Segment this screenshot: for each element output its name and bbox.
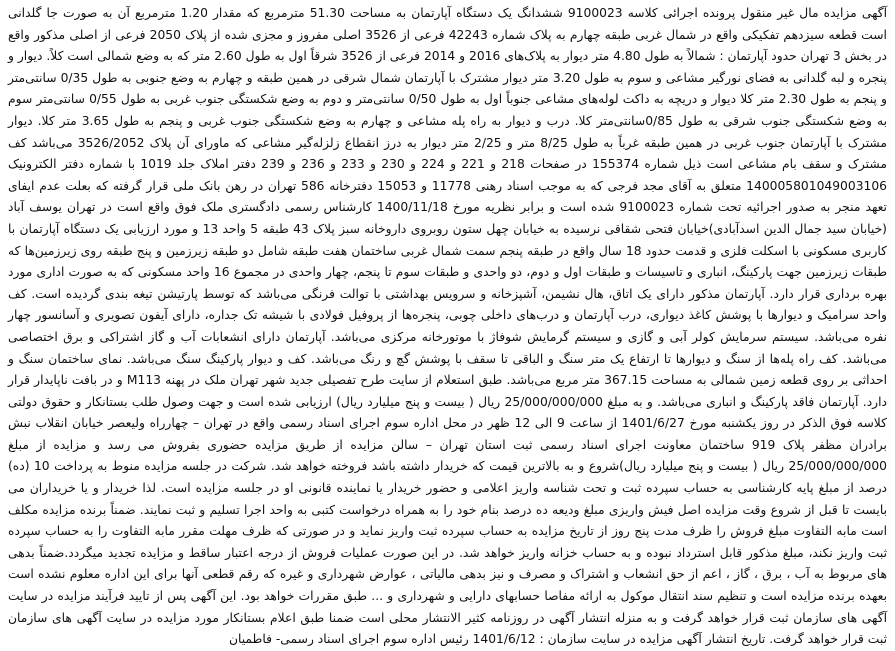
notice-body-text: آگهی مزایده مال غیر منقول پرونده اجرائی کلاسه 9100023 ششدانگ یک دستگاه آپارتمان به مساحت 51.30 مترمربع که مقدار 1.20 مترمربع آن به صورت جا گلدانی است قطعه سیزدهم تفکیکی واقع در شمال غربی طبقه چهارم به پلاک شماره 42243 فرعی از 3526 اصلی مفروز و مجزی شده از پلاک 2050 فرعی از اصلی مذکور واقع در بخش 3 تهران حدود آپارتمان : شمالاً به طول 4.80 متر دیوار به پلاک‌های 2016 و 2014 فرعی از 3526 شرقاً اول به طول 2.60 متر که به وضع شمالی است کلاً. دیوار و پنجره و لبه گلدانی به فضای نورگیر مشاعی و سوم به طول 3.20 متر دیوار مشترک با آپارتمان شمال شرقی در همین طبقه و چهارم به وضع جنوبی به طول 0/35 سانتی‌متر و پنجم به طول 2.30 متر کلا دیوار و دریچه به داکت لوله‌های مشاعی جنوباً اول به طول 0/50 سانتی‌متر و دوم به وضع شکستگی جنوب غربی به طول 0/55 سانتی‌متر سوم به وضع شکستگی جنوب شرقی به طول 0/85سانتی‌متر کلا. درب و دیوار به راه پله مشاعی و چهارم به وضع شکستگی جنوب غربی و پنجم به طول 3.65 متر کلا. دیوار مشترک با آپارتمان جنوب غربی در همین طبقه غرباً به طول 8/25 متر و 2/25 متر دیوار به درز انقطاع زلزله‌گیر مشاعی که ماورای آن پلاک 3526/2052 می‌باشد کف مشترک و سقف بام مشاعی است ذیل شماره 155374 در صفحات 218 و 221 و 224 و 230 و 233 و 236 و 239 دفتر املاک جلد 1019 با شماره دفتر الکترونیک 140005801049003106 متعلق به آقای مجد فرجی که به موجب اسناد رهنی 11778 و 15053 دفترخانه 586 تهران در رهن بانک ملی قرار گرفته که بعلت عدم ایفای تعهد منجر به صدور اجرائیه تحت شماره 9100023 شده است و برابر نظریه مورخ 1400/11/18 کارشناس رسمی دادگستری ملک فوق واقع است در تهران یوسف آباد (خیابان سید جمال الدین اسدآبادی)خیابان فتحی شقاقی نرسیده به خیابان چهل ستون روبروی داروخانه سبز پلاک 43 طبقه 5 واحد 13 و مورد ارزیابی یک دستگاه آپارتمان با کاربری مسکونی با اسکلت فلزی و قدمت حدود 18 سال واقع در طبقه پنجم سمت شمال غربی ساختمان هفت طبقه شامل دو طبقه زیرزمین و پنج طبقه روی زیرزمین‌ها که طبقات زیرزمین جهت پارکینگ، انباری و تاسیسات و طبقات اول و دوم، دو واحدی و طبقات سوم تا پنجم، چهار واحدی در مجموع 16 واحد مسکونی که به صورت اداری مورد بهره برداری قرار دارد. آپارتمان مذکور دارای یک اتاق، هال نشیمن، آشپزخانه و سرویس بهداشتی با توالت فرنگی می‌باشد که توسط پارتیشن تیغه بندی گردیده است. کف واحد سرامیک و دیوارها با پوشش کاغذ دیواری، درب آپارتمان و درب‌های داخلی چوبی، پنجره‌ها از پروفیل فولادی با شیشه تک جداره، دارای آیفون تصویری و آسانسور چهار نفره می‌باشد. سیستم سرمایش کولر آبی و گازی و سیستم گرمایش شوفاژ با موتورخانه مرکزی می‌باشد. آپارتمان دارای انشعابات آب و گاز اشتراکی و برق اختصاصی می‌باشد. کف راه پله‌ها از سنگ و دیوارها تا ارتفاع یک متر سنگ و الباقی تا سقف با پوشش گچ و رنگ می‌باشد. کف و دیوار پارکینگ سنگ می‌باشد. نمای ساختمان سنگ و احداثی بر روی قطعه زمین شمالی به مساحت 367.15 متر مربع می‌باشد. طبق استعلام از سایت طرح تفصیلی جدید شهر تهران ملک در پهنه M113 و در بافت ناپایدار قرار دارد. آپارتمان فاقد پارکینگ و انباری می‌باشد. و به مبلغ 25/000/000/000 ریال ( بیست و پنج میلیارد ریال) ارزیابی شده است و جهت وصول طلب بستانکار و حقوق دولتی کلاسه فوق الذکر در روز یکشنبه مورخ 1401/6/27 از ساعت 9 الی 12 ظهر در محل اداره سوم اجرای اسناد رسمی واقع در تهران – چهارراه ولیعصر خیابان انقلاب نبش برادران مظفر پلاک 919 ساختمان معاونت اجرای اسناد رسمی ثبت استان تهران – سالن مزایده از طریق مزایده حضوری بفروش می رسد و مزایده از مبلغ 25/000/000/000 ریال ( بیست و پنج میلیارد ریال)شروع و به بالاترین قیمت که خریدار داشته باشد فروخته خواهد شد. شرکت در جلسه مزایده منوط به پرداخت 10 (ده) درصد از مبلغ پایه کارشناسی به حساب سپرده ثبت و تحت شناسه واریز اعلامی و حضور خریدار یا نماینده قانونی او در جلسه مزایده است. لذا خریدار و یا خریداران می بایست تا قبل از شروع وقت مزایده اصل فیش واریزی مبلغ ودیعه ده درصد بنام خود را به همراه درخواست کتبی به واحد اجرا تسلیم و ثبت نمایند. ضمناً برنده مزایده مکلف است مابه التفاوت مبلغ فروش را ظرف مدت پنج روز از تاریخ مزایده به حساب سپرده ثبت واریز نماید و در صورتی که ظرف مهلت مقرر مابه التفاوت را به حساب سپرده ثبت واریز نکند، مبلغ مذکور قابل استرداد نبوده و به حساب خزانه واریز خواهد شد. در این صورت عملیات فروش از درجه اعتبار ساقط و مزایده تجدید میگردد.ضمناً بدهی های مربوط به آب ، برق ، گاز ، اعم از حق انشعاب و اشتراک و مصرف و نیز بدهی مالیاتی ، عوارض شهرداری و غیره که رقم قطعی آنها برای این اداره معلوم نشده است بعهده برنده مزایده است و تنظیم سند انتقال موکول به ارائه مفاصا حسابهای دارایی و شهرداری و ... طبق مقررات خواهد بود. این آگهی پس از تایید فرآیند مزایده در سایت آگهی های سازمان ثبت قرار خواهد گرفت و به منزله انتشار آگهی در روزنامه کثیر الانتشار محلی است ضمنا طبق اعلام بستانکار مورد مزایده در سایت آگهی های سازمان ثبت قرار خواهد گرفت. تاریخ انتشار آگهی مزایده در سایت سازمان : 1401/6/12 رئیس اداره سوم اجرای اسناد رسمی- فاطمیان [8,6,888,647]
